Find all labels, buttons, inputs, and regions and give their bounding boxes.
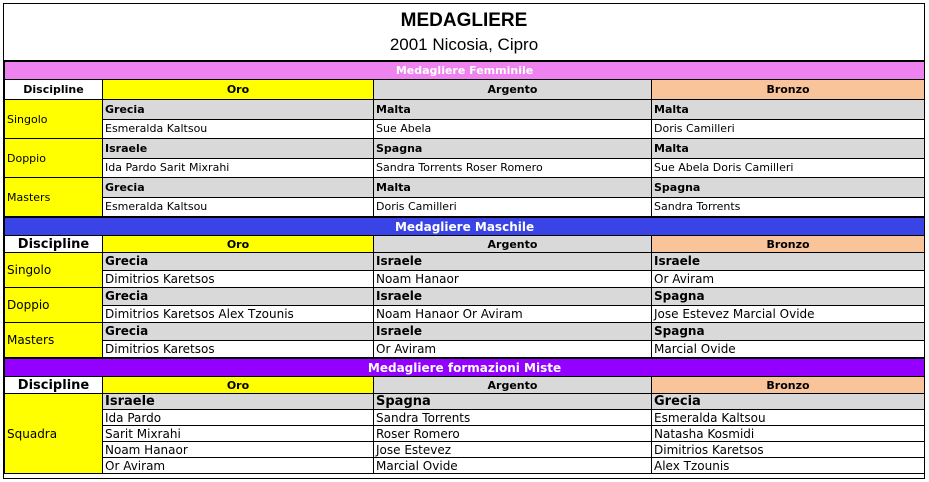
nation-argento: Israele <box>374 323 652 341</box>
header-discipline: Discipline <box>5 377 103 394</box>
athlete-oro: Noam Hanaor <box>103 442 374 458</box>
header-discipline: Discipline <box>5 80 103 100</box>
nation-argento: Malta <box>374 178 652 198</box>
athlete-bronzo: Marcial Ovide <box>652 340 925 358</box>
nation-bronzo: Spagna <box>652 288 925 306</box>
nation-bronzo: Malta <box>652 100 925 120</box>
medal-section-table <box>4 358 925 474</box>
header-argento: Argento <box>374 80 652 100</box>
athlete-oro: Sarit Mixrahi <box>103 426 374 442</box>
athlete-oro: Ida Pardo <box>103 410 374 426</box>
athlete-bronzo: Dimitrios Karetsos <box>652 442 925 458</box>
athlete-argento: Sandra Torrents Roser Romero <box>374 158 652 178</box>
athlete-argento: Sue Abela <box>374 119 652 139</box>
athlete-bronzo: Alex Tzounis <box>652 458 925 474</box>
athlete-argento: Doris Camilleri <box>374 197 652 217</box>
header-bronzo: Bronzo <box>652 236 925 253</box>
sections-container <box>4 61 924 474</box>
athlete-oro: Dimitrios Karetsos Alex Tzounis <box>103 305 374 323</box>
medal-section-table <box>4 61 925 217</box>
athlete-argento: Sandra Torrents <box>374 410 652 426</box>
header-oro: Oro <box>103 80 374 100</box>
header-oro: Oro <box>103 377 374 394</box>
header-bronzo: Bronzo <box>652 80 925 100</box>
athlete-argento: Jose Estevez <box>374 442 652 458</box>
nation-bronzo: Grecia <box>652 394 925 410</box>
nation-oro: Grecia <box>103 253 374 271</box>
athlete-bronzo: Doris Camilleri <box>652 119 925 139</box>
athlete-argento: Marcial Ovide <box>374 458 652 474</box>
header-bronzo: Bronzo <box>652 377 925 394</box>
nation-bronzo: Spagna <box>652 323 925 341</box>
discipline-label: Singolo <box>5 253 103 288</box>
section-banner: Medagliere Femminile <box>5 62 925 80</box>
header-oro: Oro <box>103 236 374 253</box>
section-banner: Medagliere formazioni Miste <box>5 359 925 377</box>
athlete-bronzo: Sandra Torrents <box>652 197 925 217</box>
athlete-argento: Noam Hanaor Or Aviram <box>374 305 652 323</box>
nation-argento: Spagna <box>374 394 652 410</box>
nation-argento: Israele <box>374 288 652 306</box>
athlete-oro: Or Aviram <box>103 458 374 474</box>
header-discipline: Discipline <box>5 236 103 253</box>
section-banner: Medagliere Maschile <box>5 218 925 236</box>
athlete-bronzo: Sue Abela Doris Camilleri <box>652 158 925 178</box>
nation-bronzo: Israele <box>652 253 925 271</box>
discipline-label: Singolo <box>5 100 103 139</box>
page-title: MEDAGLIERE <box>400 10 528 31</box>
discipline-label: Masters <box>5 178 103 217</box>
nation-oro: Israele <box>103 139 374 159</box>
athlete-oro: Dimitrios Karetsos <box>103 340 374 358</box>
nation-argento: Malta <box>374 100 652 120</box>
nation-oro: Grecia <box>103 178 374 198</box>
nation-oro: Israele <box>103 394 374 410</box>
title-box <box>4 4 924 61</box>
nation-argento: Spagna <box>374 139 652 159</box>
discipline-label: Masters <box>5 323 103 358</box>
athlete-oro: Esmeralda Kaltsou <box>103 197 374 217</box>
discipline-label: Squadra <box>5 394 103 474</box>
athlete-bronzo: Natasha Kosmidi <box>652 426 925 442</box>
athlete-bronzo: Jose Estevez Marcial Ovide <box>652 305 925 323</box>
page-subtitle: 2001 Nicosia, Cipro <box>389 35 539 54</box>
medal-section-table <box>4 217 925 358</box>
athlete-oro: Dimitrios Karetsos <box>103 270 374 288</box>
athlete-bronzo: Or Aviram <box>652 270 925 288</box>
nation-oro: Grecia <box>103 288 374 306</box>
athlete-oro: Esmeralda Kaltsou <box>103 119 374 139</box>
athlete-argento: Or Aviram <box>374 340 652 358</box>
medal-table-sheet <box>3 3 925 479</box>
nation-bronzo: Spagna <box>652 178 925 198</box>
header-argento: Argento <box>374 236 652 253</box>
nation-bronzo: Malta <box>652 139 925 159</box>
nation-argento: Israele <box>374 253 652 271</box>
header-argento: Argento <box>374 377 652 394</box>
athlete-oro: Ida Pardo Sarit Mixrahi <box>103 158 374 178</box>
nation-oro: Grecia <box>103 100 374 120</box>
athlete-argento: Noam Hanaor <box>374 270 652 288</box>
nation-oro: Grecia <box>103 323 374 341</box>
discipline-label: Doppio <box>5 288 103 323</box>
athlete-bronzo: Esmeralda Kaltsou <box>652 410 925 426</box>
athlete-argento: Roser Romero <box>374 426 652 442</box>
discipline-label: Doppio <box>5 139 103 178</box>
